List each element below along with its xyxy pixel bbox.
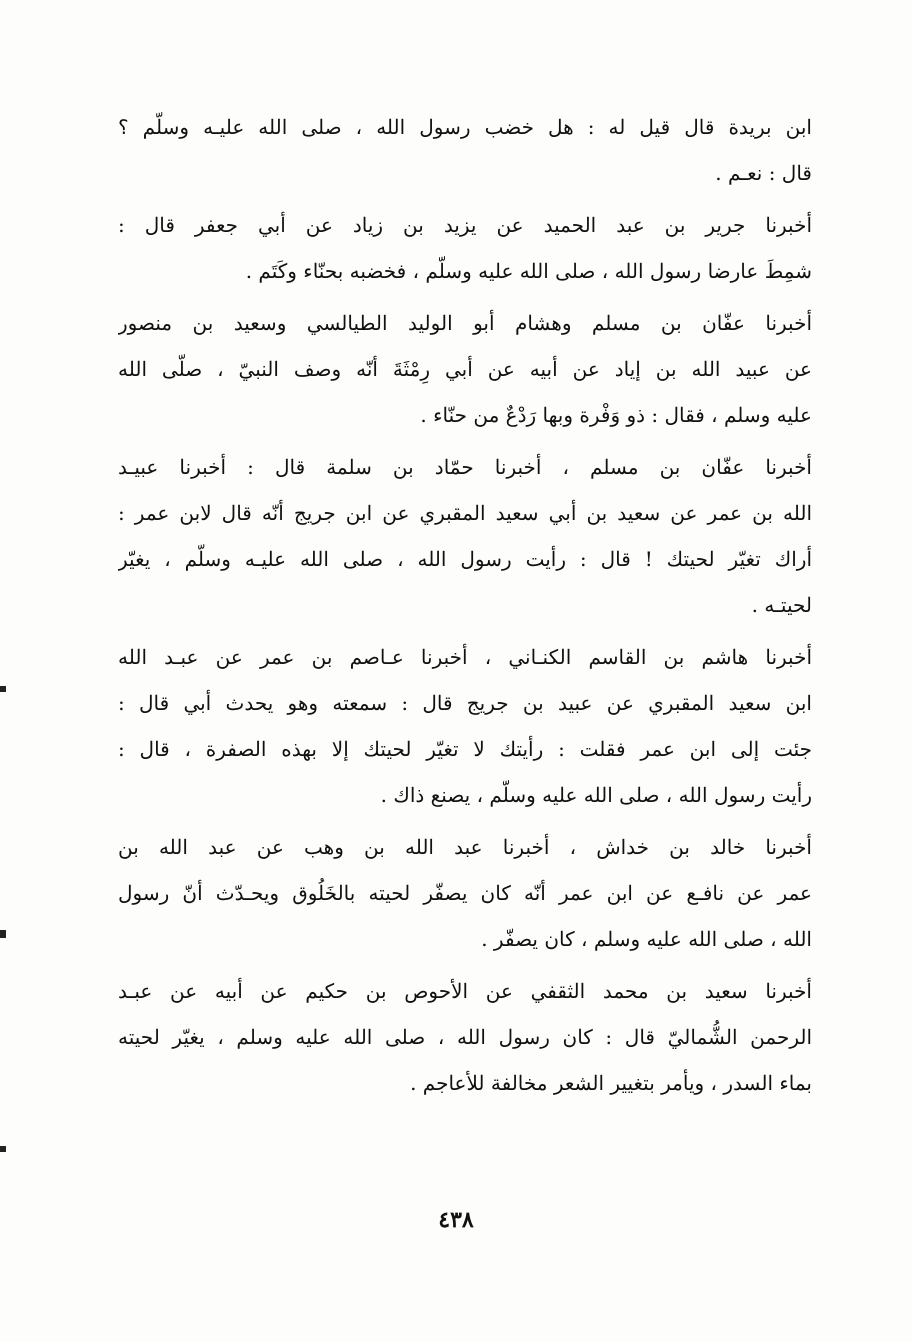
text-line: رأيت رسول الله ، صلى الله عليه وسلّم ، يصنع ذاك .: [380, 783, 812, 807]
text-line: أخبرنا عفّان بن مسلم وهشام أبو الوليد الطيالسي وسعيد بن منصور: [118, 311, 812, 335]
text-line: الله بن عمر عن سعيد بن أبي سعيد المقبري عن ابن جريج أنّه قال لابن عمر :: [118, 501, 812, 525]
paragraph-2: [118, 202, 812, 294]
paragraph-7: [118, 968, 812, 1106]
scan-edge-mark: [0, 930, 6, 938]
text-line: أخبرنا هاشم بن القاسم الكنـاني ، أخبرنا عـاصم بن عمر عن عبـد الله: [118, 645, 812, 669]
text-line: بماء السدر ، ويأمر بتغيير الشعر مخالفة للأعاجم .: [410, 1071, 812, 1095]
text-line: عليه وسلم ، فقال : ذو وَفْرة وبها رَدْعٌ من حنّاء .: [420, 403, 812, 427]
page-number: ٤٣٨: [438, 1207, 474, 1233]
paragraph-5: [118, 634, 812, 818]
text-line: ابن بريدة قال قيل له : هل خضب رسول الله ، صلى الله عليـه وسلّم ؟: [118, 115, 812, 139]
text-line: أخبرنا خالد بن خداش ، أخبرنا عبد الله بن وهب عن عبد الله بن: [118, 835, 812, 859]
text-line: عن عبيد الله بن إياد عن أبيه عن أبي رِمْثَةَ أنّه وصف النبيّ ، صلّى الله: [118, 357, 812, 381]
text-line: شمِطَ عارضا رسول الله ، صلى الله عليه وسلّم ، فخضبه بحنّاء وكَتَم .: [245, 259, 812, 283]
paragraph-6: [118, 824, 812, 962]
page-body-text: [118, 104, 812, 1112]
paragraph-1: [118, 104, 812, 196]
text-line: الله ، صلى الله عليه وسلم ، كان يصفّر .: [481, 927, 812, 951]
text-line: لحيتـه .: [751, 593, 812, 617]
paragraph-4: [118, 444, 812, 628]
text-line: أخبرنا عفّان بن مسلم ، أخبرنا حمّاد بن سلمة قال : أخبرنا عبيـد: [118, 455, 812, 479]
text-line: قال : نعـم .: [715, 161, 812, 185]
text-line: ابن سعيد المقبري عن عبيد بن جريج قال : سمعته وهو يحدث أبي قال :: [118, 691, 812, 715]
paragraph-3: [118, 300, 812, 438]
scan-edge-mark: [0, 1146, 6, 1152]
text-line: أخبرنا جرير بن عبد الحميد عن يزيد بن زياد عن أبي جعفر قال :: [118, 213, 812, 237]
text-line: أراك تغيّر لحيتك ! قال : رأيت رسول الله ، صلى الله عليـه وسلّم ، يغيّر: [118, 547, 812, 571]
text-line: جئت إلى ابن عمر فقلت : رأيتك لا تغيّر لحيتك إلا بهذه الصفرة ، قال :: [118, 737, 812, 761]
text-line: أخبرنا سعيد بن محمد الثقفي عن الأحوص بن حكيم عن أبيه عن عبـد: [118, 979, 812, 1003]
text-line: عمر عن نافـع عن ابن عمر أنّه كان يصفّر لحيته بالخَلُوق ويحـدّث أنّ رسول: [118, 881, 812, 905]
text-line: الرحمن الشُّماليّ قال : كان رسول الله ، صلى الله عليه وسلم ، يغيّر لحيته: [118, 1025, 812, 1049]
scan-edge-mark: [0, 686, 6, 692]
